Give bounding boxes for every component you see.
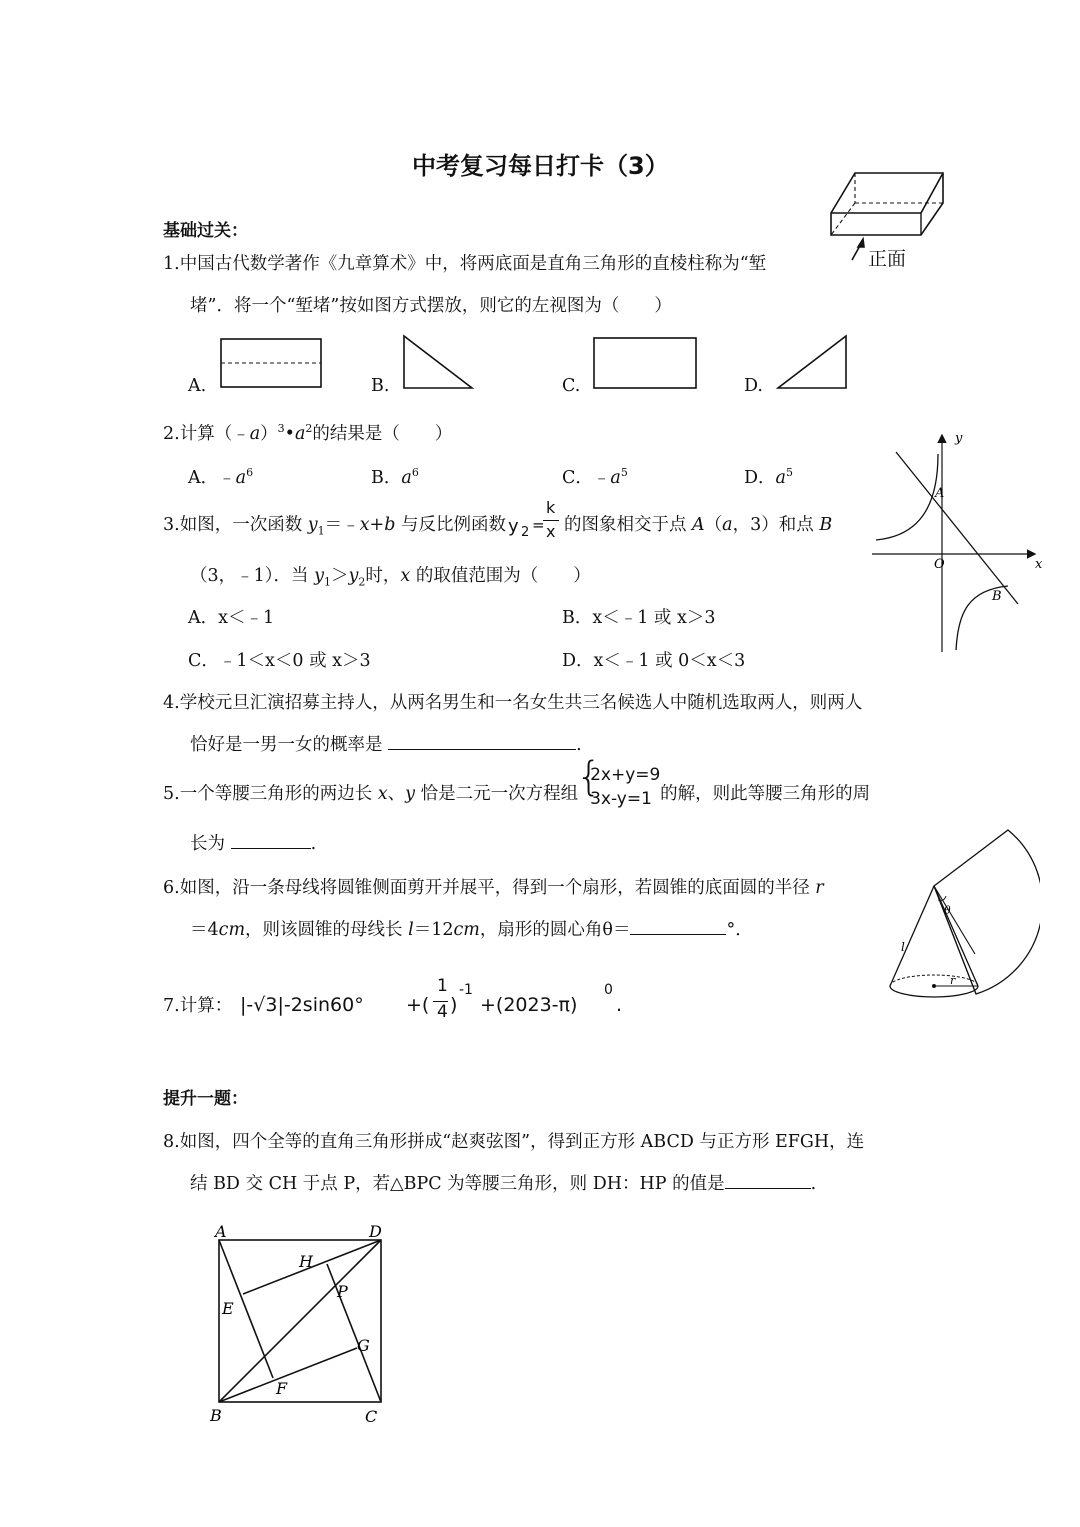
front-label: 正面	[868, 248, 907, 270]
q3-graph	[868, 428, 1048, 656]
q3-option-c: C．﹣1＜x＜0 或 x＞3	[188, 651, 371, 671]
q3-option-d: D．x＜﹣1 或 0＜x＜3	[562, 651, 746, 671]
q4-answer-blank[interactable]	[388, 731, 576, 750]
q6-line2: ＝4cm，则该圆锥的母线长 l＝12cm，扇形的圆心角θ＝ °．	[190, 916, 753, 941]
section-advanced: 提升一题：	[163, 1089, 248, 1109]
q1-line1: 1.中国古代数学著作《九章算术》中，将两底面是直角三角形的直棱柱称为“堑	[163, 254, 767, 274]
svg-text:F: F	[276, 1379, 288, 1398]
q2-question: 2.计算$(﹣a)^3•a^2$的结果是（ ）	[163, 422, 453, 444]
svg-text:B: B	[210, 1406, 222, 1425]
svg-text:P: P	[337, 1282, 348, 1301]
q2-option-a: A．$﹣a^6$	[188, 466, 254, 488]
q1-option-b-figure	[400, 333, 478, 393]
q1-option-d-label: D.	[744, 376, 763, 396]
q5-answer-blank[interactable]	[231, 830, 311, 849]
q7-expression: |-√3|-2sin60° +( 1 4 ) -1 +(2023-π) 0 .	[240, 976, 623, 1022]
q6-answer-blank[interactable]	[630, 916, 726, 935]
svg-text:H: H	[299, 1252, 313, 1271]
svg-text:C: C	[365, 1407, 378, 1426]
q2-option-d: D．$a^5$	[744, 466, 793, 488]
x-axis-label: x	[1035, 557, 1043, 572]
q5-line2: 长为 .	[190, 830, 316, 855]
q8-line2: 结 BD 交 CH 于点 P，若△BPC 为等腰三角形，则 DH：HP 的值是 .	[190, 1170, 816, 1195]
svg-text:A: A	[215, 1222, 227, 1241]
q1-option-a-figure	[218, 336, 326, 392]
q1-option-a-label: A.	[188, 376, 207, 396]
hyperbola-left	[876, 454, 938, 540]
q5-line1: 5.一个等腰三角形的两边长 x、y 恰是二元一次方程组 { 2x+y=9 3x-y=1 的解，则此等腰三角形的周	[163, 754, 871, 809]
point-b-label: B	[992, 589, 1002, 604]
point-a-label: A	[935, 486, 945, 501]
svg-text:E: E	[222, 1299, 234, 1318]
svg-text:D: D	[369, 1222, 382, 1241]
q2-option-c: C．$﹣a^5$	[562, 466, 628, 488]
section-basic: 基础过关：	[163, 221, 248, 241]
line-y1	[896, 452, 1018, 604]
svg-text:r: r	[950, 974, 956, 987]
q8-answer-blank[interactable]	[725, 1170, 811, 1189]
q1-option-d-figure	[773, 333, 853, 393]
page-title: 中考复习每日打卡（3）	[412, 152, 669, 180]
q8-line1: 8.如图，四个全等的直角三角形拼成“赵爽弦图”，得到正方形 ABCD 与正方形 EFGH，连	[163, 1132, 865, 1152]
q3-line1: 3.如图，一次函数 $y_1=﹣x+b$ 与反比例函数 y 2 = k x 的图象相交于点 A（a，3）和点 B	[163, 498, 833, 541]
q3-option-b: B．x＜﹣1 或 x＞3	[562, 608, 716, 628]
q4-line2: 恰好是一男一女的概率是 .	[190, 731, 582, 756]
q1-option-c-figure	[591, 335, 699, 391]
q3-line2: （3，﹣1）．当 $y_1>y_2$时，x 的取值范围为（ ）	[190, 566, 591, 589]
q3-option-a: A．x＜﹣1	[188, 608, 275, 628]
q1-option-b-label: B.	[371, 376, 390, 396]
q4-line1: 4.学校元旦汇演招募主持人，从两名男生和一名女生共三名候选人中随机选取两人，则两人	[163, 693, 863, 713]
svg-text:G: G	[357, 1336, 370, 1355]
q1-option-c-label: C.	[562, 376, 581, 396]
q6-cone-figure	[884, 826, 1040, 1006]
svg-text:l: l	[901, 940, 905, 954]
q6-line1: 6.如图，沿一条母线将圆锥侧面剪开并展平，得到一个扇形，若圆锥的底面圆的半径 r	[163, 878, 824, 898]
y-axis-label: y	[955, 431, 963, 446]
q7-label: 7.计算：	[163, 996, 233, 1016]
arrow-icon	[858, 239, 864, 247]
q8-chord-figure	[205, 1218, 395, 1426]
q1-line2: 堵”．将一个“堑堵”按如图方式摆放，则它的左视图为（ ）	[190, 296, 672, 316]
origin-label: O	[934, 557, 945, 572]
q2-option-b: B．$a^6$	[371, 466, 419, 488]
svg-text:θ: θ	[944, 904, 951, 917]
